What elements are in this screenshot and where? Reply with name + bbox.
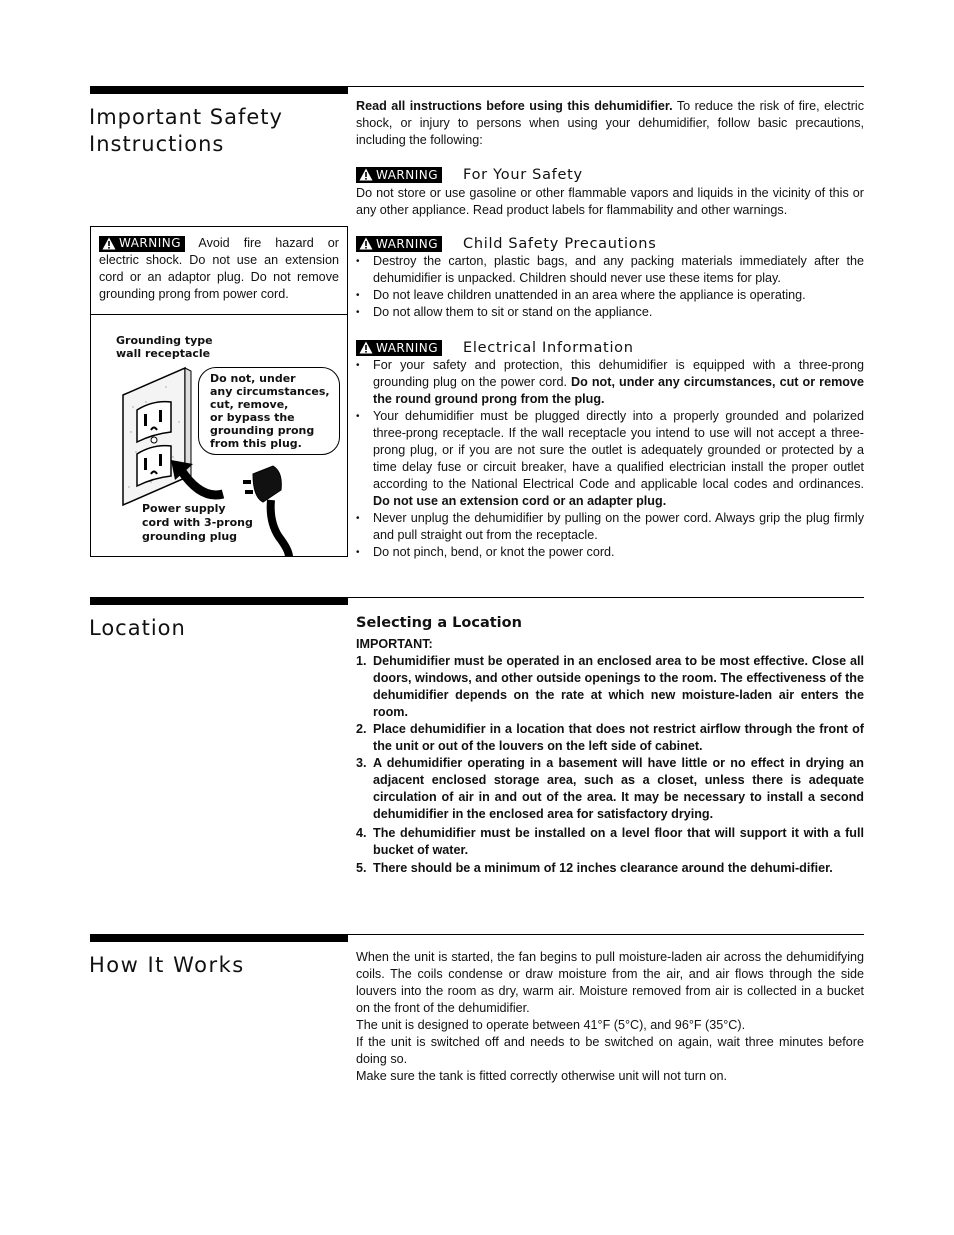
section-rule-thick xyxy=(90,934,348,942)
how-title: How It Works xyxy=(89,953,245,977)
warning-triangle-icon xyxy=(359,237,373,250)
how-content xyxy=(356,949,864,1085)
location-title: Location xyxy=(89,616,186,640)
list-item: 3. A dehumidifier operating in a basement will have little or no effect in drying an adjacent enclosed storage area, such as a closet, unless there is adequate circulation of air in and out of the area. It may be necessary to install a second dehumidifier in the enclosed area for satisfactory drying. xyxy=(356,756,864,821)
list-item: • Do not leave children unattended in an area where the appliance is operating. xyxy=(356,287,864,304)
list-item: • Never unplug the dehumidifier by pulling on the power cord. Always grip the plug firmly and pull straight out from the receptacle. xyxy=(356,510,864,544)
section-rule-thick xyxy=(90,597,348,605)
warning-badge: WARNING xyxy=(356,236,442,252)
cord-label: Power supply cord with 3-prong grounding plug xyxy=(142,502,253,543)
how-paragraph: If the unit is switched off and needs to be switched on again, wait three minutes before doing so. xyxy=(356,1035,864,1066)
warning-badge: WARNING xyxy=(99,236,185,252)
section-rule-thick xyxy=(90,86,348,94)
your-safety-text: Do not store or use gasoline or other flammable vapors and liquids in the vicinity of this or any other appliance. Read product labels for flammability and other warnings. xyxy=(356,186,864,217)
child-safety-list xyxy=(356,253,864,321)
list-item: • Your dehumidifier must be plugged directly into a properly grounded and polarized three-prong receptacle. If the wall receptacle you intend to use will not accept a three-prong plug, or if you are not sure the outlet is adequately grounded or protected by a time delay fuse or circuit breaker, have a qualified electrician install the proper outlet according to the National Electrical Code and applicable local codes and ordinances. Do not use an extension cord or an adapter plug. xyxy=(356,408,864,510)
safety-title: Important Safety Instructions xyxy=(89,105,283,156)
your-safety-block xyxy=(356,165,864,219)
receptacle-label: Grounding type wall receptacle xyxy=(116,334,213,360)
warning-triangle-icon xyxy=(359,168,373,181)
important-label: IMPORTANT: xyxy=(356,637,433,651)
electrical-block xyxy=(356,338,864,561)
warning-badge: WARNING xyxy=(356,167,442,183)
warning-box-text: WARNING Avoid fire hazard or electric shock. Do not use an extension cord or an adaptor plug. Do not remove grounding prong from power cord. xyxy=(99,236,339,301)
warning-box xyxy=(90,226,348,557)
how-paragraph: The unit is designed to operate between 41°F (5°C), and 96°F (35°C). xyxy=(356,1018,746,1032)
safety-intro: Read all instructions before using this dehumidifier. To reduce the risk of fire, electric shock, or injury to persons when using your dehumidifier, follow basic precautions, including the following: xyxy=(356,99,864,147)
warning-triangle-icon xyxy=(359,341,373,354)
electrical-list xyxy=(356,357,864,561)
child-safety-heading: Child Safety Precautions xyxy=(463,235,657,252)
electrical-heading: Electrical Information xyxy=(463,339,634,356)
section-rule-thin xyxy=(348,934,864,935)
location-list xyxy=(356,653,864,877)
location-content xyxy=(356,613,864,877)
list-item: • Destroy the carton, plastic bags, and any packing materials immediately after the dehumidifier is unpacked. Children should never use these items for play. xyxy=(356,253,864,287)
your-safety-heading: For Your Safety xyxy=(463,166,583,183)
list-item: 5. There should be a minimum of 12 inches clearance around the dehumi-difier. xyxy=(356,861,833,875)
list-item: 1. Dehumidifier must be operated in an enclosed area to be most effective. Close all doors, windows, and other outside openings to the room. The effectiveness of the dehumidifier depends on the rate at which new moisture-laden air enters the room. xyxy=(356,654,864,719)
list-item: 4. The dehumidifier must be installed on a level floor that will support it with a full bucket of water. xyxy=(356,826,864,857)
warning-triangle-icon xyxy=(102,237,116,250)
how-paragraph: Make sure the tank is fitted correctly otherwise unit will not turn on. xyxy=(356,1069,727,1083)
callout-text: Do not, under any circumstances, cut, remove, or bypass the grounding prong from this plug. xyxy=(210,372,330,450)
child-safety-block xyxy=(356,234,864,321)
warning-badge: WARNING xyxy=(356,340,442,356)
list-item: • For your safety and protection, this dehumidifier is equipped with a three-prong grounding plug on the power cord. Do not, under any circumstances, cut or remove the round ground prong from the plug. xyxy=(356,357,864,408)
list-item: • Do not allow them to sit or stand on the appliance. xyxy=(356,304,864,321)
section-rule-thin xyxy=(348,86,864,87)
warning-box-divider xyxy=(91,314,347,315)
list-item: • Do not pinch, bend, or knot the power cord. xyxy=(356,544,864,561)
list-item: 2. Place dehumidifier in a location that does not restrict airflow through the front of the unit or out of the louvers on the left side of cabinet. xyxy=(356,722,864,753)
location-subheading: Selecting a Location xyxy=(356,615,522,631)
how-paragraph: When the unit is started, the fan begins to pull moisture-laden air across the dehumidifying coils. The coils condense or draw moisture from the air, and air flows through the side louvers into the room as dry, warm air. Moisture removed from air is collected in a bucket on the front of the dehumidifier. xyxy=(356,950,864,1015)
section-rule-thin xyxy=(348,597,864,598)
